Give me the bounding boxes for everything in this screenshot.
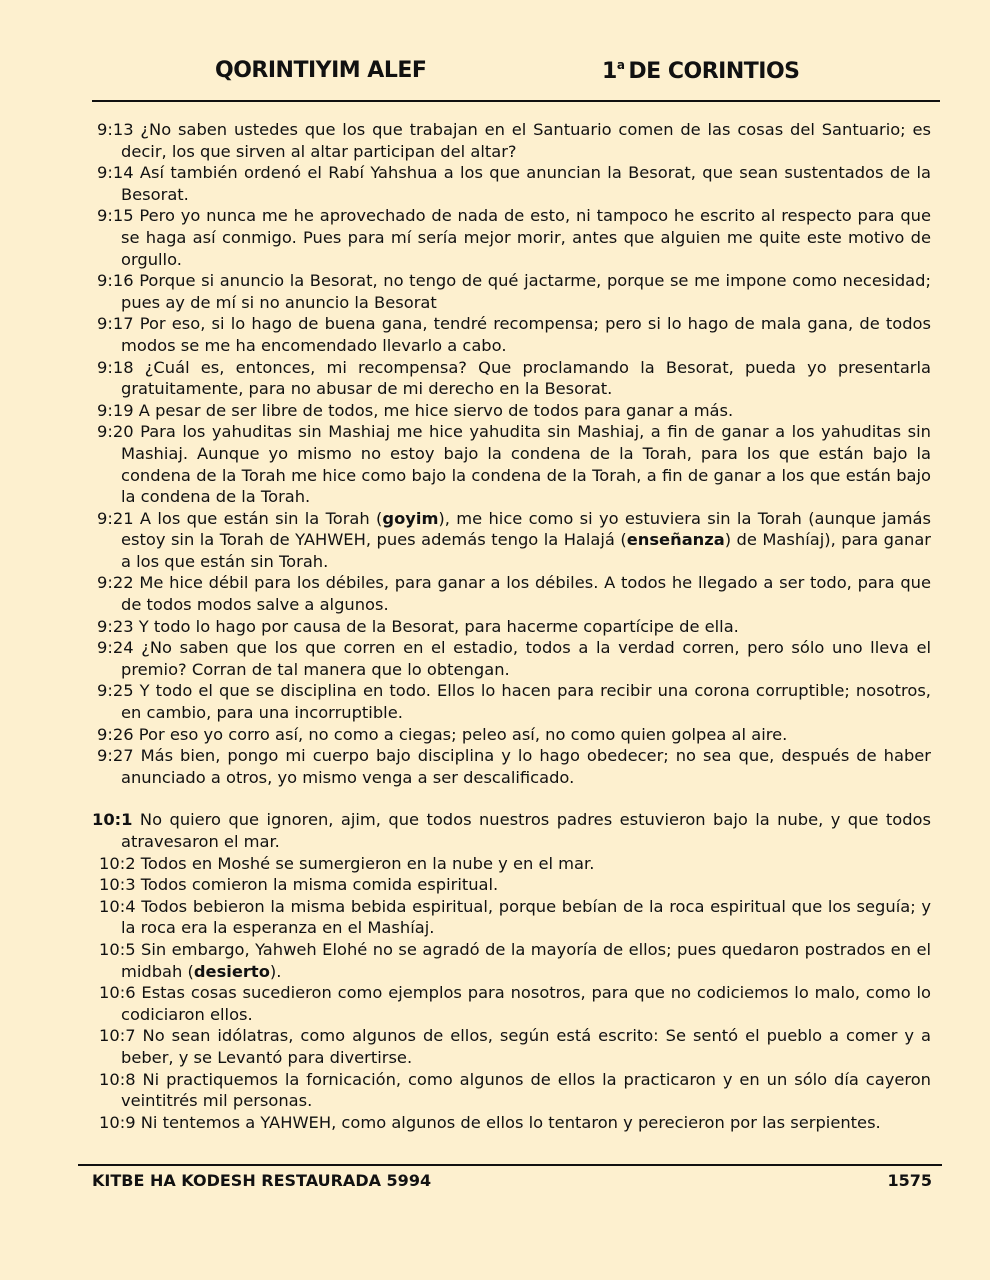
verse-text: A los que están sin la Torah (	[139, 508, 383, 528]
verse-ref: 9:23	[97, 616, 134, 636]
verse-text: Y todo el que se disciplina en todo. Ellos lo hacen para recibir una corona corruptible; nosotros, en cambio, para una incorruptible.	[121, 681, 931, 723]
verse	[97, 357, 931, 400]
verse-ref: 9:19	[97, 400, 134, 420]
verse	[99, 874, 931, 896]
book-title-hebrew: QORINTIYIM ALEF	[215, 58, 427, 83]
verse-ref: 10:5	[99, 939, 136, 959]
verse	[97, 508, 931, 573]
verse-ref: 9:22	[97, 573, 134, 593]
verse-text: ¿Cuál es, entonces, mi recompensa? Que proclamando la Besorat, pueda yo presentarla gratuitamente, para no abusar de mi derecho en la Besorat.	[121, 357, 931, 399]
verse-ref: 10:7	[99, 1026, 136, 1046]
book-number: 1	[602, 59, 617, 84]
book-title-spanish	[602, 58, 800, 84]
verse-text: ) de Mashíaj), para ganar a los que están sin Torah.	[121, 530, 931, 571]
scripture-text	[92, 119, 931, 1133]
verse-ref: 9:26	[97, 724, 134, 744]
verse	[97, 680, 931, 723]
verse-text: Por eso yo corro así, no como a ciegas; peleo así, no como quien golpea al aire.	[138, 724, 788, 744]
header-divider	[92, 100, 940, 102]
verse-ref: 10:6	[99, 983, 136, 1003]
verse-text: ¿No saben que los que corren en el estadio, todos a la verdad corren, pero sólo uno lleva el premio? Corran de tal manera que lo obtengan.	[121, 638, 931, 679]
verse-text: Ni practiquemos la fornicación, como algunos de ellos la practicaron y en un sólo día cayeron veintitrés mil personas.	[121, 1069, 931, 1111]
verse-text: Ni tentemos a YAHWEH, como algunos de ellos lo tentaron y perecieron por las serpientes.	[140, 1112, 881, 1132]
verse	[97, 313, 931, 356]
verse	[97, 162, 931, 205]
chapter-gap	[97, 788, 931, 809]
verse-ref: 9:16	[97, 271, 134, 291]
verse	[99, 939, 931, 982]
verse	[99, 982, 931, 1025]
verse-ref: 9:25	[97, 681, 134, 701]
verse-ref: 10:3	[99, 875, 136, 895]
page-number: 1575	[887, 1171, 932, 1190]
verse-text: Todos en Moshé se sumergieron en la nube y en el mar.	[140, 853, 595, 873]
book-name: DE CORINTIOS	[628, 59, 800, 84]
verse	[97, 400, 931, 422]
verse-text: A pesar de ser libre de todos, me hice siervo de todos para ganar a más.	[138, 400, 734, 420]
verse-ref: 9:27	[97, 746, 134, 766]
footer-divider	[78, 1164, 942, 1166]
verse-text: Y todo lo hago por causa de la Besorat, para hacerme copartícipe de ella.	[138, 616, 739, 636]
verse	[99, 1069, 931, 1112]
verse	[99, 1112, 931, 1134]
verse	[99, 853, 931, 875]
verse-ref: 10:9	[99, 1112, 136, 1132]
verse-text: ¿No saben ustedes que los que trabajan en el Santuario comen de las cosas del Santuario; es decir, los que sirven al altar participan del altar?	[121, 120, 931, 161]
verse-text: ), me hice como si yo estuviera sin la Torah (aunque jamás estoy sin la Torah de YAHWEH, pues además tengo la Halajá (	[121, 508, 931, 550]
verse-emphasis: enseñanza	[626, 530, 725, 550]
verse-ref: 9:24	[97, 638, 134, 658]
verse-ref: 9:17	[97, 314, 134, 334]
verse-emphasis: desierto	[193, 961, 270, 981]
verse-text: ).	[269, 961, 282, 981]
verse-text: Estas cosas sucedieron como ejemplos para nosotros, para que no codiciemos lo malo, como lo codiciaron ellos.	[121, 983, 931, 1024]
verse-emphasis: goyim	[382, 508, 439, 528]
verse-text: Todos bebieron la misma bebida espiritual, porque bebían de la roca espiritual que los seguía; y la roca era la esperanza en el Mashíaj.	[121, 896, 931, 938]
book-number-ordinal: a	[616, 58, 625, 72]
page-header	[0, 58, 990, 92]
verse	[97, 616, 931, 638]
verse	[97, 270, 931, 313]
verse-ref: 9:21	[97, 508, 134, 528]
verse-ref: 10:4	[99, 896, 136, 916]
chapter-verse-ref: 10:1	[92, 810, 133, 830]
verse-text: No sean idólatras, como algunos de ellos, según está escrito: Se sentó el pueblo a comer y a beber, y se Levantó para divertirse.	[121, 1026, 931, 1067]
verse	[97, 572, 931, 615]
verse	[97, 637, 931, 680]
verse-ref: 10:8	[99, 1069, 136, 1089]
chapter-start-verse	[92, 809, 931, 852]
verse-text: Todos comieron la misma comida espiritual.	[140, 875, 499, 895]
verse-ref: 9:13	[97, 120, 134, 139]
verse	[99, 896, 931, 939]
verse-text: Me hice débil para los débiles, para ganar a los débiles. A todos he llegado a ser todo, para que de todos modos salve a algunos.	[121, 573, 931, 615]
page-footer	[92, 1171, 932, 1190]
footer-title: KITBE HA KODESH RESTAURADA 5994	[92, 1171, 432, 1190]
verse	[99, 1025, 931, 1068]
verse	[97, 745, 931, 788]
verse	[97, 421, 931, 507]
verse	[97, 724, 931, 746]
verse-text: Para los yahuditas sin Mashiaj me hice yahudita sin Mashiaj, a fin de ganar a los yahuditas sin Mashiaj. Aunque yo mismo no estoy bajo la condena de la Torah, para los que están bajo la condena de la Torah me hice como bajo la condena de la Torah, a fin de ganar a los que están bajo la condena de la Torah.	[121, 422, 931, 507]
verse-text: Así también ordenó el Rabí Yahshua a los que anuncian la Besorat, que sean sustentados de la Besorat.	[121, 163, 931, 204]
verse-ref: 9:15	[97, 206, 134, 226]
verse-text: Porque si anuncio la Besorat, no tengo de qué jactarme, porque se me impone como necesidad; pues ay de mí si no anuncio la Besorat	[121, 271, 931, 312]
verse-ref: 9:18	[97, 357, 134, 377]
verse-ref: 10:2	[99, 853, 136, 873]
verse-text: Por eso, si lo hago de buena gana, tendré recompensa; pero si lo hago de mala gana, de todos modos se me ha encomendado llevarlo a cabo.	[121, 314, 931, 355]
verse-text: Más bien, pongo mi cuerpo bajo disciplina y lo hago obedecer; no sea que, después de haber anunciado a otros, yo mismo venga a ser descalificado.	[121, 746, 931, 787]
verse	[97, 119, 931, 162]
verse	[97, 205, 931, 270]
verse-ref: 9:14	[97, 163, 134, 183]
verse-text: Pero yo nunca me he aprovechado de nada de esto, ni tampoco he escrito al respecto para que se haga así conmigo. Pues para mí sería mejor morir, antes que alguien me quite este motivo de orgullo.	[121, 206, 931, 269]
verse-text: No quiero que ignoren, ajim, que todos nuestros padres estuvieron bajo la nube, y que todos atravesaron el mar.	[121, 810, 931, 851]
verse-text: Sin embargo, Yahweh Elohé no se agradó de la mayoría de ellos; pues quedaron postrados en el midbah (	[121, 939, 931, 981]
verse-ref: 9:20	[97, 422, 134, 442]
